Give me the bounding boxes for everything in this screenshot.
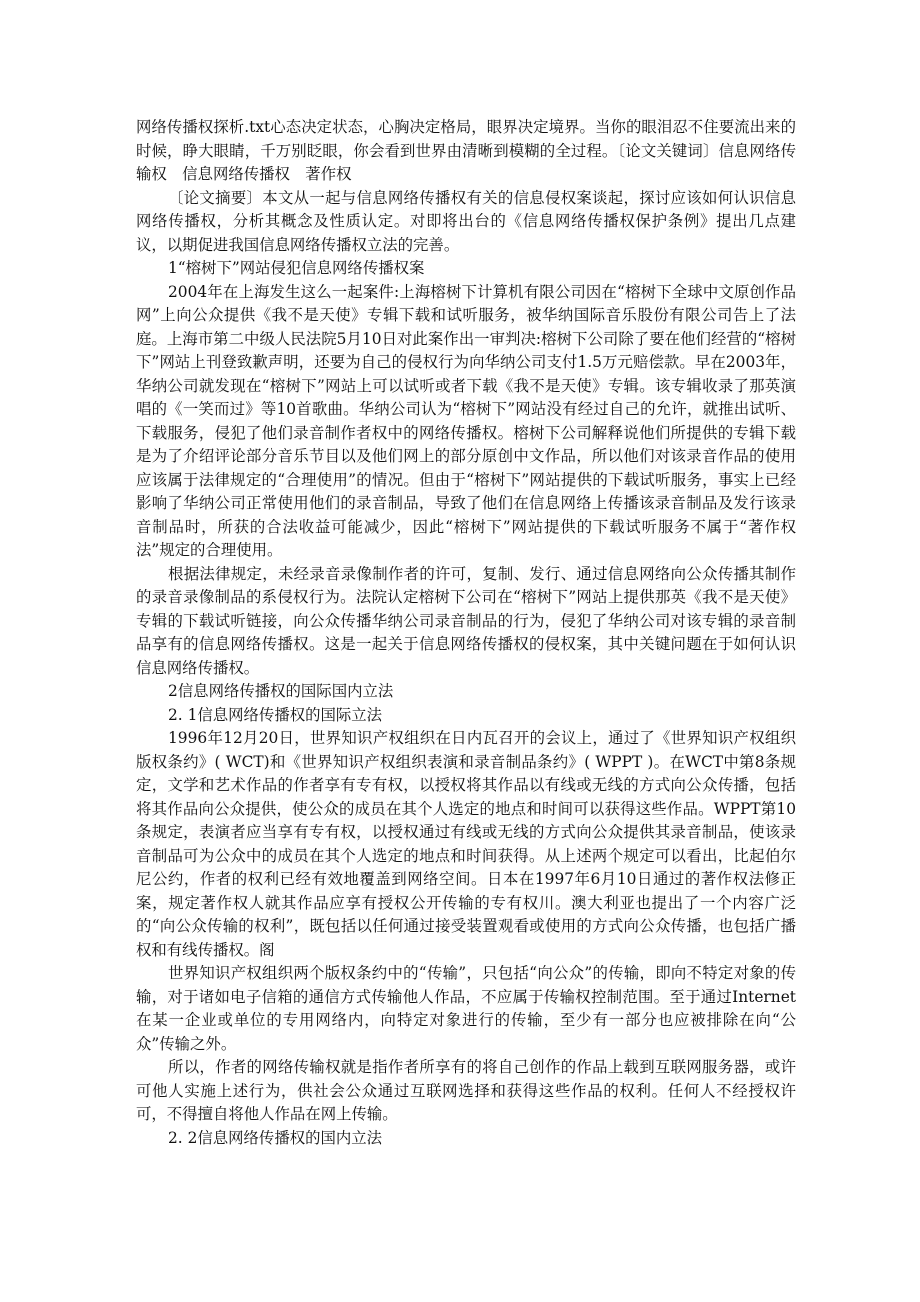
subsection-heading-2-1: 2. 1信息网络传播权的国际立法 xyxy=(168,705,383,724)
intro-keywords-paragraph: 网络传播权探析.txt心态决定状态，心胸决定格局，眼界决定境界。当你的眼泪忍不住要流出来的时候，睁大眼睛，千万别眨眼，你会看到世界由清晰到模糊的全过程。〔论文关键词〕信息网络传输权 信息网络传播权 著作权 xyxy=(136,118,796,183)
abstract-paragraph: 〔论文摘要〕本文从一起与信息网络传播权有关的信息侵权案谈起，探讨应该如何认识信息网络传播权，分析其概念及性质认定。对即将出台的《信息网络传播权保护条例》提出几点建议，以期促进我国信息网络传播权立法的完善。 xyxy=(136,188,796,254)
subsection-heading-2-2: 2. 2信息网络传播权的国内立法 xyxy=(168,1128,383,1147)
body-paragraph: 根据法律规定，未经录音录像制作者的许可，复制、发行、通过信息网络向公众传播其制作的录音录像制品的系侵权行为。法院认定榕树下公司在“榕树下”网站上提供那英《我不是天使》专辑的下载试听链接，向公众传播华纳公司录音制品的行为，侵犯了华纳公司对该专辑的录音制品享有的信息网络传播权。这是一起关于信息网络传播权的侵权案，其中关键问题在于如何认识信息网络传播权。 xyxy=(136,564,796,677)
body-paragraph: 2004年在上海发生这么一起案件:上海榕树下计算机有限公司因在“榕树下全球中文原创作品网”上向公众提供《我不是天使》专辑下载和试听服务，被华纳国际音乐股份有限公司告上了法庭。上海市第二中级人民法院5月10日对此案作出一审判决:榕树下公司除了要在他们经营的“榕树下”网站上刊登致歉声明，还要为自己的侵权行为向华纳公司支付1.5万元赔偿款。早在2003年，华纳公司就发现在“榕树下”网站上可以试听或者下载《我不是天使》专辑。该专辑收录了那英演唱的《一笑而过》等10首歌曲。华纳公司认为“榕树下”网站没有经过自己的允许，就推出试听、下载服务，侵犯了他们录音制作者权中的网络传播权。榕树下公司解释说他们所提供的专辑下载是为了介绍评论部分音乐节目以及他们网上的部分原创中文作品，所以他们对该录音作品的使用应该属于法律规定的“合理使用”的情况。但由于“榕树下”网站提供的下载试听服务，事实上已经影响了华纳公司正常使用他们的录音制品，导致了他们在信息网络上传播该录音制品及发行该录音制品时，所获的合法收益可能减少，因此“榕树下”网站提供的下载试听服务不属于“著作权法”规定的合理使用。 xyxy=(136,282,796,559)
body-paragraph: 所以，作者的网络传输权就是指作者所享有的将自己创作的作品上载到互联网服务器，或许可他人实施上述行为，供社会公众通过互联网选择和获得这些作品的权利。任何人不经授权许可，不得擅自将他人作品在网上传输。 xyxy=(136,1058,796,1123)
body-paragraph: 世界知识产权组织两个版权条约中的“传输”，只包括“向公众”的传输，即向不特定对象的传输，对于诸如电子信箱的通信方式传输他人作品，不应属于传输权控制范围。至于通过Internet在某一企业或单位的专用网络内，向特定对象进行的传输，至少有一部分也应被排除在向“公众”传输之外。 xyxy=(136,964,796,1053)
section-heading-2: 2信息网络传播权的国际国内立法 xyxy=(168,682,394,700)
body-paragraph: 1996年12月20日，世界知识产权组织在日内瓦召开的会议上，通过了《世界知识产权组织版权条约》( WCT)和《世界知识产权组织表演和录音制品条约》( WPPT )。在WCT中第8条规定，文学和艺术作品的作者享有专有权，以授权将其作品以有线或无线的方式向公众传播，包括将其作品向公众提供，使公众的成员在其个人选定的地点和时间可以获得这些作品。WPPT第10条规定，表演者应当享有专有权，以授权通过有线或无线的方式向公众提供其录音制品，使该录音制品可为公众中的成员在其个人选定的地点和时间获得。从上述两个规定可以看出，比起伯尔尼公约，作者的权利已经有效地覆盖到网络空间。日本在1997年6月10日通过的著作权法修正案，规定著作权人就其作品应享有授权公开传输的专有权川。澳大利亚也提出了一个内容广泛的“向公众传输的权利”，既包括以任何通过接受装置观看或使用的方式向公众传播，也包括广播权和有线传播权。阁 xyxy=(136,729,796,959)
section-heading-1: 1“榕树下”网站侵犯信息网络传播权案 xyxy=(168,259,425,277)
